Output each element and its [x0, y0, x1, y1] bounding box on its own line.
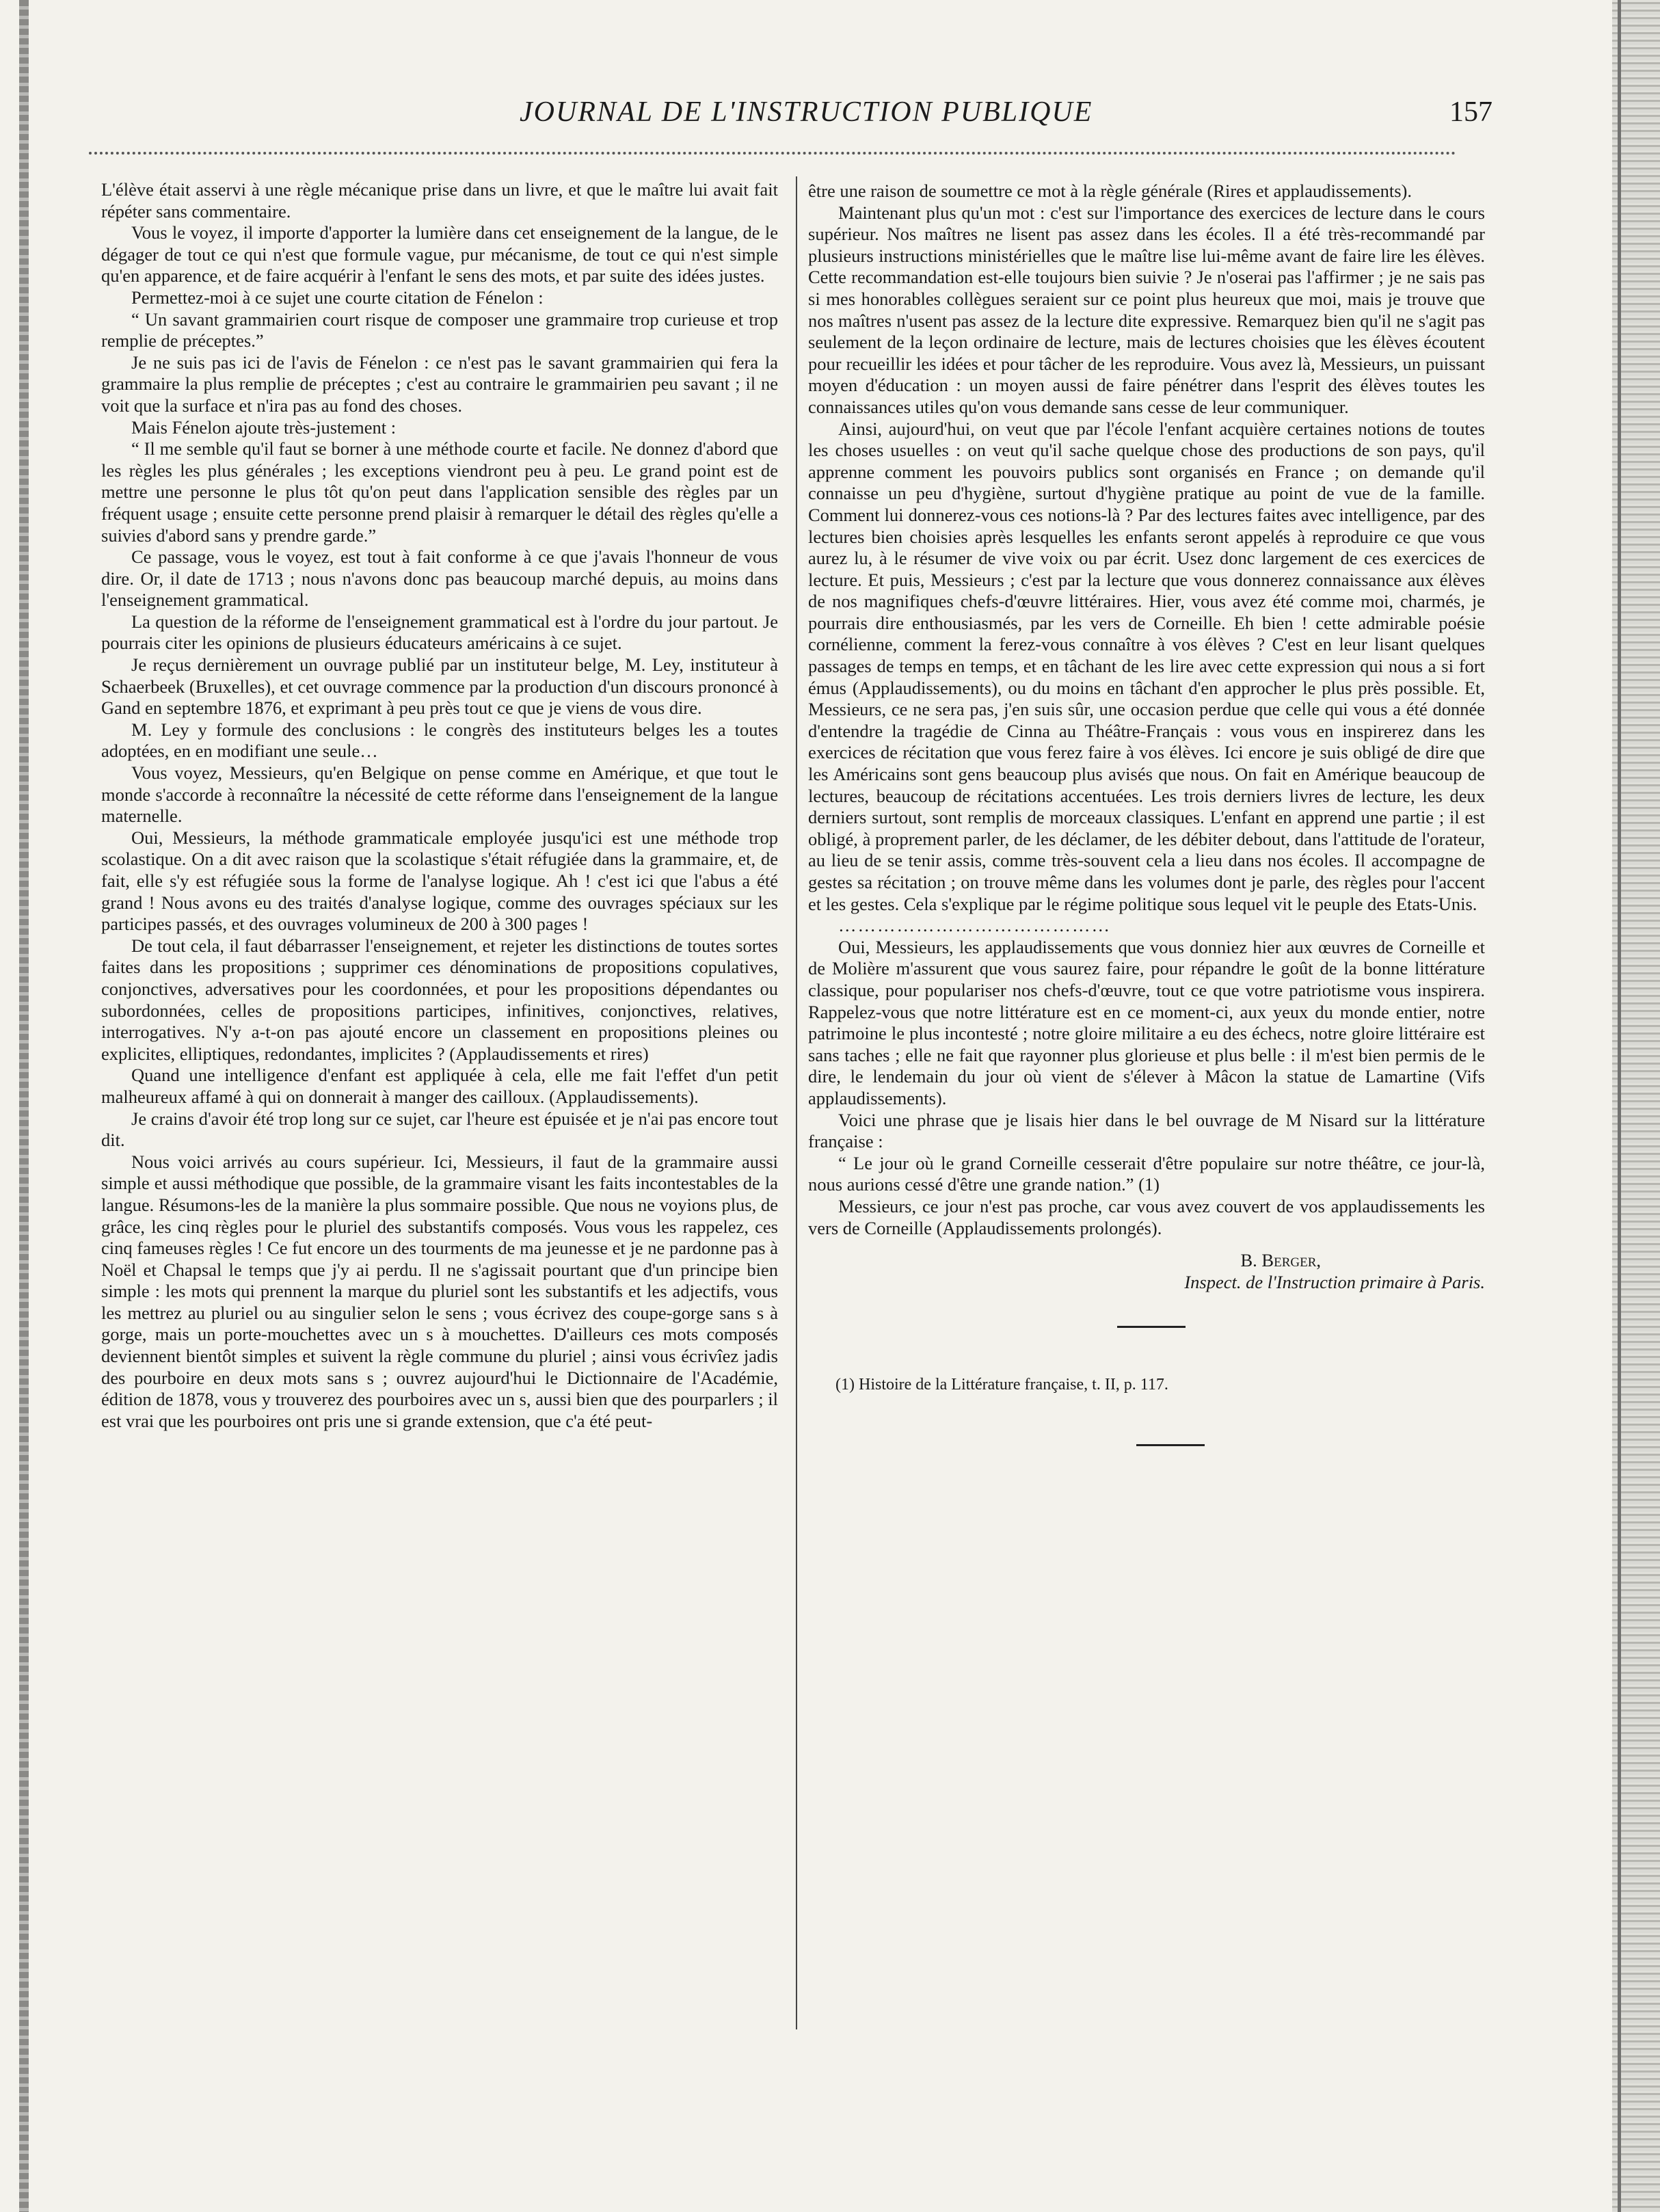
page-header — [89, 96, 1492, 137]
paragraph: Quand une intelligence d'enfant est appliquée à cela, elle me fait l'effet d'un petit malheureux affamé à qui on donnerait à manger des cailloux. (Applaudissements). — [101, 1065, 778, 1107]
left-column — [101, 179, 778, 1432]
column-divider — [796, 176, 797, 2029]
paragraph: Permettez-moi à ce sujet une courte citation de Fénelon : — [131, 287, 544, 308]
footnote: (1) Histoire de la Littérature française, t. II, p. 117. — [835, 1376, 1168, 1394]
paragraph: être une raison de soumettre ce mot à la règle générale (Rires et applaudissements). — [808, 181, 1412, 201]
quotation: “ Le jour où le grand Corneille cesserait d'être populaire sur notre théâtre, ce jour-là, nous aurions cessé d'être une grande nation.” (1) — [808, 1152, 1485, 1195]
paragraph: M. Ley y formule des conclusions : le congrès des instituteurs belges les a toutes adoptées, en en modifiant une seule… — [101, 719, 778, 762]
paragraph: L'élève était asservi à une règle mécanique prise dans un livre, et que le maître lui avait fait répéter sans commentaire. — [101, 179, 778, 222]
signature-name: B. Berger, — [1240, 1250, 1321, 1271]
paragraph: Ce passage, vous le voyez, est tout à fait conforme à ce que j'avais l'honneur de vous dire. Or, il date de 1713 ; nous n'avons donc pas beaucoup marché depuis, au moins dans l'enseignement grammatical. — [101, 546, 778, 611]
signature-title: Inspect. de l'Instruction primaire à Paris. — [1184, 1271, 1485, 1292]
paragraph: De tout cela, il faut débarrasser l'enseignement, et rejeter les distinctions de toutes sortes faites dans les propositions ; supprimer ces dénominations de propositions copulatives, conjonctives, adversatives pour les coordonnées, et pour les propositions dépendantes ou subordonnées, celles de propositions participes, infinitives, conjonctives, relatives, interrogatives. N'y a-t-on pas ajouté encore un classement en propositions pleines ou explicites, elliptiques, redondantes, implicites ? (Applaudissements et rires) — [101, 935, 778, 1064]
paragraph: Oui, Messieurs, la méthode grammaticale employée jusqu'ici est une méthode trop scolastique. On a dit avec raison que la scolastique s'était réfugiée dans la grammaire, et, de fait, elle s'y est réfugiée sous la forme de l'analyse logique. Ah ! c'est ici que l'abus a été grand ! Nous avons eu des traités d'analyse logique, comme des ouvrages spéciaux sur les participes passés, et des ouvrages volumineux de 200 à 300 pages ! — [101, 827, 778, 935]
header-rule — [89, 152, 1456, 155]
paragraph: Je ne suis pas ici de l'avis de Fénelon : ce n'est pas le savant grammairien qui fera la grammaire la plus remplie de préceptes ; c'est au contraire le grammairien peu savant ; il ne voit que la surface et n'ira pas au fond des choses. — [101, 351, 778, 416]
separator-rule — [1117, 1326, 1186, 1328]
paragraph: Ainsi, aujourd'hui, on veut que par l'école l'enfant acquière certaines notions de toutes les choses usuelles : on veut qu'il sache quelque chose des productions de son pays, qu'il apprenne comment les pouvoirs publics sont organisés en France ; on demande qu'il connaisse un peu d'hygiène, surtout d'hygiène pratique au point de vue de la famille. Comment lui donnerez-vous ces notions-là ? Par des lectures faites avec intelligence, par des lectures bien choisies après lesquelles les enfants seront appelés à reproduire ce que vous aurez lu, à le résumer de vive voix ou par écrit. Usez donc largement de ces exercices de lecture. Et puis, Messieurs ; c'est par la lecture que vous donnerez connaissance aux élèves de nos magnifiques chefs-d'œuvre littéraires. Hier, vous avez été comme moi, charmés, je pourrais dire enthousiasmés, par les vers de Corneille. Eh bien ! cette admirable poésie cornélienne, comment la ferez-vous connaître à vos élèves ? C'est en leur lisant quelques passages de temps en temps, et en tâchant de les lire avec cette expression qui nous a si fort émus (Applaudissements), ou du moins en tâchant d'en approcher le plus près possible. Et, Messieurs, ce ne sera pas, j'en suis sûr, une occasion perdue que celle qui vous a été donnée d'entendre la tragédie de Cinna au Théâtre-Français : vous vous en inspirerez dans les exercices de récitation que vous ferez faire à vos élèves. Ici encore je suis obligé de dire que les Américains sont gens beaucoup plus avisés que nous. On fait en Amérique beaucoup de lectures, beaucoup de récitations accentuées. Les trois derniers livres de lecture, les deux derniers surtout, sont remplis de morceaux classiques. L'enfant en apprend une partie ; il est obligé, à proprement parler, de les déclamer, de les débiter debout, dans l'attitude de l'orateur, au lieu de se tenir assis, comme très-souvent cela a lieu dans nos écoles. Il accompagne de gestes sa récitation ; on trouve même dans les volumes dont je parle, des règles pour l'accent et les gestes. Cela s'explique par le régime politique sous lequel vit le peuple des Etats-Unis. — [808, 418, 1485, 914]
paragraph: Maintenant plus qu'un mot : c'est sur l'importance des exercices de lecture dans le cours supérieur. Nos maîtres ne lisent pas assez dans les écoles. Il a été très-recommandé par plusieurs instructions ministérielles que le maître lise lui-même avant de faire lire les élèves. Cette recommandation est-elle toujours bien suivie ? Je n'oserai pas l'affirmer ; je ne sais pas si mes honorables collègues seraient sur ce point plus heureux que moi, mais je trouve que nos maîtres n'usent pas assez de la lecture dite expressive. Remarquez bien qu'il ne s'agit pas seulement de la leçon ordinaire de lecture, mais de lectures choisies que les élèves écoutent pour recueillir les idées et pour tâcher de les reproduire. Vous avez là, Messieurs, un puissant moyen d'éducation : un moyen aussi de faire pénétrer dans l'esprit des élèves toutes les connaissances utiles qu'on vous demande sans cesse de leur communiquer. — [808, 202, 1485, 417]
ellipsis-line: …………………………………… — [838, 915, 1111, 936]
page-number: 157 — [1449, 96, 1492, 128]
scan-left-edge — [19, 0, 29, 2212]
paragraph: Voici une phrase que je lisais hier dans le bel ouvrage de M Nisard sur la littérature française : — [808, 1109, 1485, 1152]
right-column — [808, 181, 1485, 1446]
quotation: “ Un savant grammairien court risque de composer une grammaire trop curieuse et trop remplie de préceptes.” — [101, 308, 778, 351]
quotation: “ Il me semble qu'il faut se borner à une méthode courte et facile. Ne donnez d'abord que les règles les plus générales ; les exceptions viendront peu à peu. Le grand point est de mettre une personne le plus tôt qu'on peut dans l'application sensible des règles par un fréquent usage ; ensuite cette personne prend plaisir à remarquer le détail des règles qu'elle a suivies d'abord sans y prendre garde.” — [101, 438, 778, 546]
end-rule — [1136, 1444, 1205, 1446]
scan-right-edge — [1612, 0, 1660, 2212]
paragraph: Je reçus dernièrement un ouvrage publié par un instituteur belge, M. Ley, instituteur à Schaerbeek (Bruxelles), et cet ouvrage commence par la production d'un discours prononcé à Gand en septembre 1876, et exprimant à peu près tout ce que je viens de vous dire. — [101, 654, 778, 719]
paragraph: La question de la réforme de l'enseignement grammatical est à l'ordre du jour partout. Je pourrais citer les opinions de plusieurs éducateurs américains à ce sujet. — [101, 611, 778, 654]
paragraph: Nous voici arrivés au cours supérieur. Ici, Messieurs, il faut de la grammaire aussi simple et aussi méthodique que possible, de la grammaire visant les faits incontestables de la langue. Résumons-les de la manière la plus sommaire possible. Que nous ne voyions plus, de grâce, les cinq règles pour le pluriel des substantifs composés. Vous vous les rappelez, ces cinq fameuses règles ! Ce fut encore un des tourments de ma jeunesse et je ne pardonne pas à Noël et Chapsal le temps que j'y ai perdu. Il ne s'agissait pourtant que d'un principe bien simple : les mots qui prennent la marque du pluriel sont les substantifs et les adjectifs, vous les mettrez au pluriel ou au singulier selon le sens ; vous écrivez des coupe-gorge sans s à gorge, mais un porte-mouchettes avec un s à mouchettes. D'ailleurs ces mots composés deviennent bientôt simples et suivent la règle commune du pluriel ; ainsi vous écrivîez jadis des pourboire en deux mots sans s ; ouvrez aujourd'hui le Dictionnaire de l'Académie, édition de 1878, vous y trouverez des pourboires avec un s, aussi bien que des pourparlers ; il est vrai que les pourboires ont pris une si grande extension, que c'a été peut- — [101, 1151, 778, 1431]
paragraph: Je crains d'avoir été trop long sur ce sujet, car l'heure est épuisée et je n'ai pas encore tout dit. — [101, 1108, 778, 1151]
paragraph: Mais Fénelon ajoute très-justement : — [131, 416, 397, 438]
paragraph: Oui, Messieurs, les applaudissements que vous donniez hier aux œuvres de Corneille et de Molière m'assurent que vous saurez faire, pour répandre le goût de la bonne littérature classique, pour populariser nos chefs-d'œuvre, tout ce que votre patriotisme vous inspirera. Rappelez-vous que notre littérature est en ce moment-ci, aux yeux du monde entier, notre patrimoine le plus incontesté ; notre gloire militaire a eu des échecs, notre gloire littéraire est sans taches ; elle ne fait que rayonner plus glorieuse et plus belle : il m'est bien permis de le dire, le lendemain du jour où vient de s'élever à Mâcon la statue de Lamartine (Vifs applaudissements). — [808, 936, 1485, 1108]
running-title: JOURNAL DE L'INSTRUCTION PUBLIQUE — [520, 96, 1093, 128]
paragraph: Messieurs, ce jour n'est pas proche, car vous avez couvert de vos applaudissements les vers de Corneille (Applaudissements prolongés). — [808, 1195, 1485, 1238]
paragraph: Vous voyez, Messieurs, qu'en Belgique on pense comme en Amérique, et que tout le monde s'accorde à reconnaître la nécessité de cette réforme dans l'enseignement de la langue maternelle. — [101, 762, 778, 827]
paragraph: Vous le voyez, il importe d'apporter la lumière dans cet enseignement de la langue, de le dégager de tout ce qui n'est que formule vague, pur mécanisme, de tout ce qui n'est simple qu'en apparence, et de faire acquérir à l'enfant le sens des mots, et par suite des idées justes. — [101, 222, 778, 287]
